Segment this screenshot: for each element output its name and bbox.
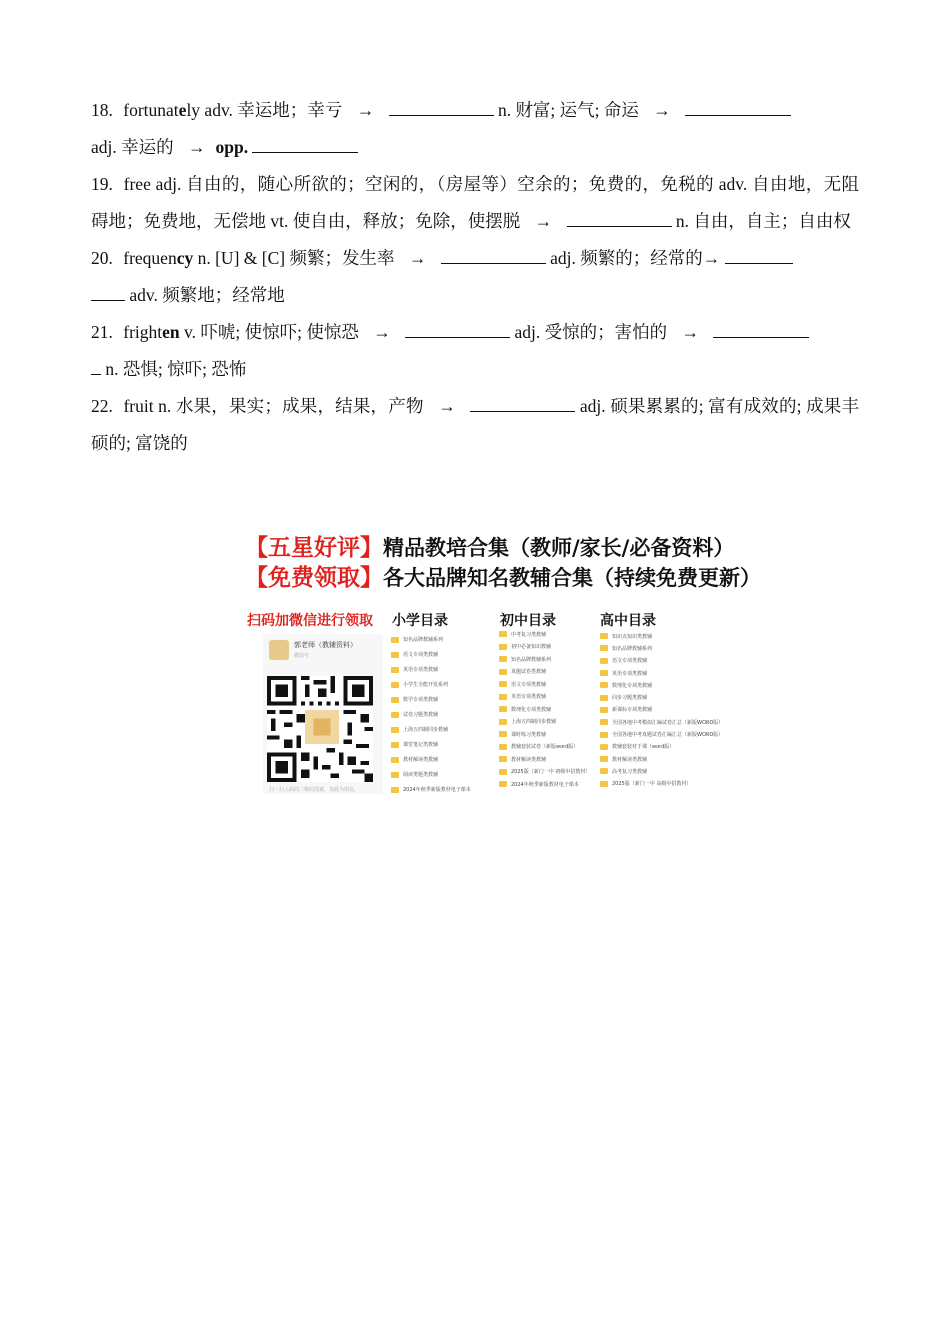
promo-red-tag: 【五星好评】	[245, 535, 383, 561]
folder-icon	[600, 682, 608, 688]
folder-icon	[600, 756, 608, 762]
answer-blank[interactable]	[470, 391, 575, 412]
list-item[interactable]	[499, 678, 590, 691]
list-item[interactable]	[499, 703, 590, 716]
entry-number: 19.	[91, 174, 113, 194]
answer-blank[interactable]	[405, 317, 510, 338]
definition: adj. 受惊的；害怕的	[514, 322, 668, 342]
folder-icon	[499, 669, 507, 675]
definition: n. 恐惧; 惊吓; 恐怖	[105, 359, 247, 379]
word-bold: cy	[176, 248, 194, 268]
entry-18	[91, 92, 859, 166]
list-item-label: 同步习题类教辅	[612, 695, 648, 702]
arrow: →	[681, 322, 699, 342]
folder-icon	[499, 694, 507, 700]
qr-code-icon[interactable]	[267, 676, 373, 782]
list-item[interactable]	[499, 728, 590, 741]
list-item[interactable]	[499, 691, 590, 704]
list-item[interactable]	[391, 707, 471, 722]
list-item[interactable]	[600, 753, 723, 765]
list-item[interactable]	[391, 662, 471, 677]
definition: adj. 频繁的；经常的→	[550, 248, 721, 268]
list-item[interactable]	[600, 630, 723, 642]
list-item[interactable]	[499, 641, 590, 654]
folder-icon	[600, 781, 608, 787]
list-item[interactable]	[600, 679, 723, 691]
answer-blank[interactable]	[389, 95, 494, 116]
primary-catalog-title: 小学目录	[392, 613, 448, 629]
list-item-label: 上海五四制同步教辅	[511, 719, 557, 726]
list-item[interactable]	[499, 666, 590, 679]
folder-icon	[499, 744, 507, 750]
high-catalog-title: 高中目录	[600, 613, 656, 629]
list-item[interactable]	[499, 653, 590, 666]
folder-icon	[499, 681, 507, 687]
list-item-label: 阅读类题类教辅	[403, 772, 439, 778]
answer-blank[interactable]	[713, 317, 809, 338]
folder-icon	[391, 667, 399, 673]
entry-19	[91, 166, 859, 240]
list-item-label: 上海五四制同步教辅	[403, 727, 449, 733]
entry-21	[91, 314, 859, 388]
arrow: →	[438, 396, 456, 416]
list-item-label: 数理化专项类教辅	[612, 682, 653, 689]
definition: n. 财富; 运气; 命运	[497, 100, 639, 120]
word-bold: e	[178, 100, 187, 120]
list-item-label: 知名品牌教辅系列	[403, 637, 444, 643]
list-item-label: 课堂笔记类教辅	[403, 742, 439, 748]
folder-icon	[600, 658, 608, 664]
list-item-label: 中考复习类教辅	[511, 631, 547, 638]
answer-blank[interactable]	[91, 280, 125, 301]
arrow: →	[408, 248, 427, 268]
avatar	[269, 640, 289, 660]
folder-icon	[499, 644, 507, 650]
opp-label: opp.	[215, 137, 249, 157]
folder-icon	[499, 631, 507, 637]
promo-headline-2	[245, 562, 761, 594]
definition: n. [U] & [C] 频繁；发生率	[193, 248, 395, 268]
list-item[interactable]	[499, 628, 590, 641]
middle-catalog-title: 初中目录	[500, 613, 556, 629]
list-item[interactable]	[391, 737, 471, 752]
definition: free adj. 自由的，随心所欲的；空闲的，（房屋等）空余的；免费的，免税的 adv. 自由地，无阻碍地；免费地，无偿地 vt. 使自由，释放；免除，使摆脱	[91, 174, 859, 231]
definition: adj. 幸运的	[91, 137, 174, 157]
folder-icon	[391, 727, 399, 733]
arrow: →	[356, 100, 375, 120]
list-item[interactable]	[499, 766, 590, 779]
list-item[interactable]	[391, 767, 471, 782]
list-item-label: 数理化专项类教辅	[511, 706, 552, 713]
list-item[interactable]	[600, 741, 723, 753]
folder-icon	[499, 656, 507, 662]
folder-icon	[391, 682, 399, 688]
list-item[interactable]	[499, 716, 590, 729]
list-item[interactable]	[499, 753, 590, 766]
list-item[interactable]	[391, 632, 471, 647]
definition: ly adv. 幸运地；幸亏	[186, 100, 343, 120]
list-item-label: 2025版（新门一中 初级中招教材）	[511, 769, 591, 776]
promo-red-tag: 【免费领取】	[245, 565, 383, 591]
arrow: →	[373, 322, 391, 342]
list-item[interactable]	[499, 741, 590, 754]
word-part: fortunat	[123, 100, 179, 120]
list-item[interactable]	[600, 728, 723, 740]
entry-number: 21.	[91, 322, 113, 342]
folder-icon	[499, 781, 507, 787]
entry-number: 22.	[91, 396, 113, 416]
folder-icon	[600, 670, 608, 676]
folder-icon	[600, 732, 608, 738]
list-item-label: 教辅套装对于课（word版）	[612, 744, 675, 751]
promo-text: 精品教培合集（教师/家长/必备资料）	[383, 536, 735, 560]
list-item-label: 全国各地中考真题试卷汇编汇总（新版WORD版）	[612, 732, 724, 739]
vocab-list	[91, 92, 859, 462]
answer-blank[interactable]	[725, 243, 793, 264]
list-item[interactable]	[391, 647, 471, 662]
list-item-label: 语文专项类教辅	[511, 681, 547, 688]
folder-icon	[600, 719, 608, 725]
definition: n. 自由，自主；自由权	[675, 211, 851, 231]
word-part: fright	[123, 322, 163, 342]
list-item-label: 知名品牌教辅系列	[612, 645, 653, 652]
list-item-label: 语文专项类教辅	[403, 652, 439, 658]
arrow: →	[534, 211, 553, 231]
definition: v. 吓唬; 使惊吓; 使惊恐	[179, 322, 359, 342]
high-catalog-list	[600, 630, 723, 790]
folder-icon	[600, 707, 608, 713]
list-item[interactable]	[600, 642, 723, 654]
primary-catalog-list	[391, 632, 471, 797]
list-item-label: 2024年秋季新版教材电子课本	[511, 781, 579, 788]
list-item[interactable]	[600, 716, 723, 728]
list-item-label: 教材解读类教辅	[612, 756, 648, 763]
folder-icon	[391, 772, 399, 778]
list-item[interactable]	[391, 782, 471, 797]
list-item[interactable]	[600, 691, 723, 703]
folder-icon	[391, 697, 399, 703]
entry-20	[91, 240, 859, 314]
list-item-label: 真题试卷类教辅	[511, 669, 547, 676]
definition: adv. 频繁地；经常地	[129, 285, 285, 305]
list-item-label: 课时练习类教辅	[511, 731, 547, 738]
word-part: frequen	[123, 248, 177, 268]
answer-blank[interactable]	[91, 354, 101, 375]
arrow: →	[653, 100, 671, 120]
list-item-label: 英语专项类教辅	[403, 667, 439, 673]
list-item-label: 初中必备知识教辅	[511, 644, 552, 651]
folder-icon	[391, 652, 399, 658]
folder-icon	[600, 633, 608, 639]
folder-icon	[499, 769, 507, 775]
list-item[interactable]	[600, 655, 723, 667]
folder-icon	[600, 744, 608, 750]
list-item-label: 2024年秋季新版教材电子课本	[403, 787, 471, 793]
entry-number: 20.	[91, 248, 113, 268]
folder-icon	[391, 787, 399, 793]
list-item[interactable]	[391, 692, 471, 707]
list-item-label: 英语专项类教辅	[612, 670, 648, 677]
card-subtitle: 微信号	[294, 653, 310, 659]
scan-instruction: 扫码加微信进行领取	[247, 613, 373, 629]
folder-icon	[499, 731, 507, 737]
list-item-label: 小学生全能开发系列	[403, 682, 449, 688]
list-item[interactable]	[600, 765, 723, 777]
folder-icon	[600, 768, 608, 774]
folder-icon	[391, 742, 399, 748]
wechat-card[interactable]	[263, 634, 383, 794]
answer-blank[interactable]	[685, 95, 791, 116]
list-item-label: 知识点知识类教辅	[612, 633, 653, 640]
entry-22	[91, 388, 859, 462]
answer-blank[interactable]	[252, 132, 358, 153]
arrow: →	[188, 137, 206, 157]
list-item[interactable]	[391, 752, 471, 767]
definition: adj. 硕果累累的; 富有成效的; 成果丰硕的; 富饶的	[91, 396, 860, 453]
list-item-label: 数学专项类教辅	[403, 697, 439, 703]
card-footer: 扫一扫上面的二维码图案，加我为朋友。	[269, 787, 360, 793]
list-item-label: 知名品牌教辅系列	[511, 656, 552, 663]
folder-icon	[499, 756, 507, 762]
list-item-label: 教材解读类教辅	[511, 756, 547, 763]
list-item[interactable]	[600, 667, 723, 679]
folder-icon	[499, 719, 507, 725]
answer-blank[interactable]	[567, 206, 672, 227]
list-item[interactable]	[600, 778, 723, 790]
list-item-label: 新课标专项类教辅	[612, 707, 653, 714]
middle-catalog-list	[499, 628, 590, 791]
list-item[interactable]	[499, 778, 590, 791]
folder-icon	[499, 706, 507, 712]
word-bold: en	[162, 322, 180, 342]
list-item[interactable]	[391, 677, 471, 692]
list-item[interactable]	[600, 704, 723, 716]
promo-text: 各大品牌知名教辅合集（持续免费更新）	[383, 566, 761, 590]
list-item-label: 2025版（新门一中 高级中招教材）	[612, 781, 692, 788]
definition: fruit n. 水果，果实；成果，结果，产物	[123, 396, 424, 416]
folder-icon	[391, 712, 399, 718]
list-item-label: 试卷习题类教辅	[403, 712, 439, 718]
entry-number: 18.	[91, 100, 113, 120]
list-item-label: 教辅套装试卷（新版word版）	[511, 744, 579, 751]
folder-icon	[600, 695, 608, 701]
list-item-label: 高考复习类教辅	[612, 768, 648, 775]
promo-headline-1	[245, 532, 734, 564]
answer-blank[interactable]	[441, 243, 546, 264]
folder-icon	[391, 757, 399, 763]
card-name: 郭老师（教辅资料）	[294, 641, 357, 649]
folder-icon	[391, 637, 399, 643]
list-item-label: 英语专项类教辅	[511, 694, 547, 701]
list-item-label: 语文专项类教辅	[612, 658, 648, 665]
folder-icon	[600, 645, 608, 651]
list-item-label: 全国各地中考模拟汇编试卷汇总（新版WORD版）	[612, 719, 724, 726]
promo-banner[interactable]	[245, 530, 761, 798]
list-item[interactable]	[391, 722, 471, 737]
list-item-label: 教材解读类教辅	[403, 757, 439, 763]
